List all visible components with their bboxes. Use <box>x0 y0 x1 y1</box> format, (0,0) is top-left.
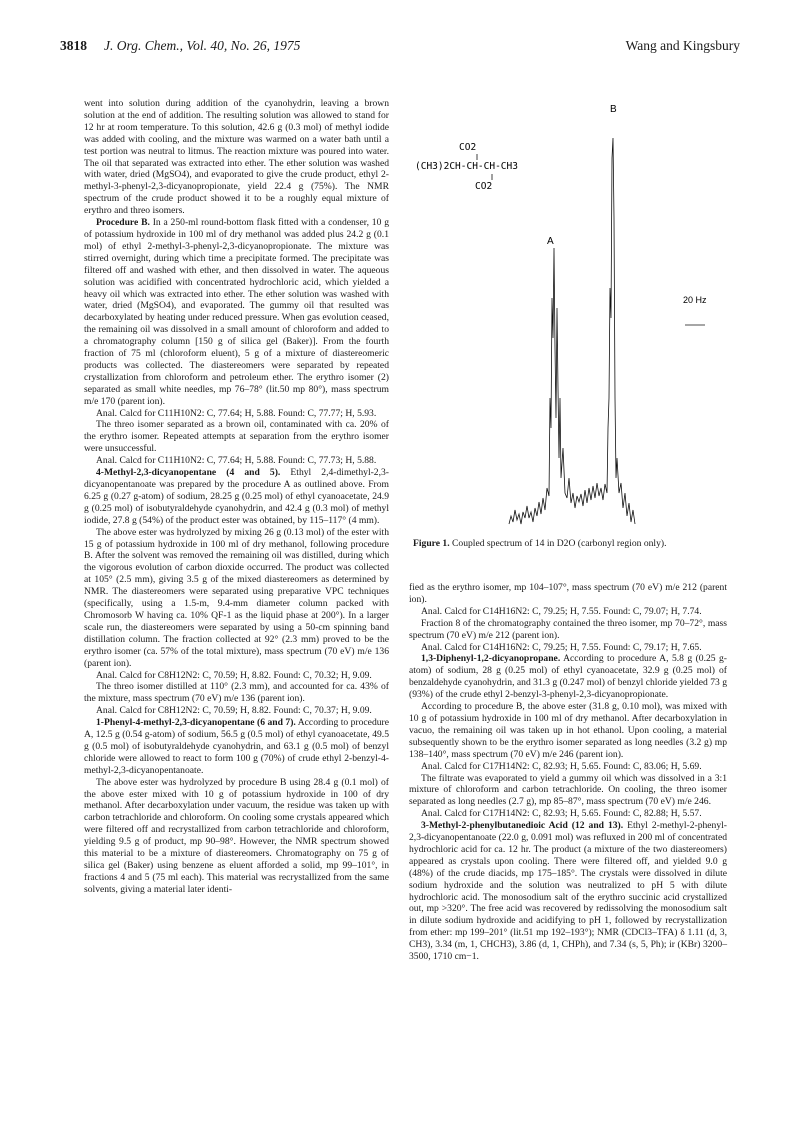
peak-label-b: B <box>610 104 617 115</box>
paragraph <box>84 98 389 217</box>
paragraph-text: According to procedure A, 12.5 g (0.54 g-atom) of sodium, 56.5 g (0.5 mol) of ethyl cyanoacetate, 49.5 g (0.5 mol) of isobutyraldehyde cyanohydrin, and 63.1 g (0.5 mol) of benzyl chloride were allowed to react to form 100 g (70%) of crude ethyl 2-benzyl-4-methyl-2,3-dicyanopentanoate. <box>84 717 389 776</box>
paragraph-text: Ethyl 2-methyl-2-phenyl-2,3-dicyanopentanoate (22.0 g, 0.091 mol) was refluxed in 200 ml of concentrated hydrochloric acid for ca. 12 hr. The product (a mixture of the two diastereomers) appeared as crystals upon cooling. There were filtered off, and yielded 9.0 g (48%) of the crude diacids, mp 175–185°. The crystals were dissolved in dilute sodium hydroxide and the solution was neutralized to pH 5 with dilute hydrochloric acid. The monosodium salt of the erythro succinic acid crystallized out, mp >320°. The free acid was recovered by redissolving the monosodium salt in dilute sodium hydroxide and acidifying to pH 1, followed by recrystallization from ether: mp 199–201° (lit.51 mp 192–193°); NMR (CDCl3–TFA) δ 1.11 (d, 3, CH3), 3.34 (m, 1, CHCH3), 3.86 (d, 1, CHPh), and 7.34 (s, 5, Ph); ir (KBr) 3200–3500, 1710 cm−1. <box>409 820 727 963</box>
paragraph <box>409 618 727 642</box>
journal-citation: J. Org. Chem., Vol. 40, No. 26, 1975 <box>104 38 301 53</box>
paragraph <box>84 527 389 670</box>
paragraph-text: According to procedure A, 5.8 g (0.25 g-atom) of sodium, 28 g (0.25 mol) of ethyl cyanoacetate, 32.9 g (0.25 mol) of benzaldehyde cyanohydrin, and 31.3 g (0.247 mol) of benzyl chloride yielded 73 g (93%) of the crude ethyl 2-benzyl-3-phenyl-2,3-dicyanopropionate. <box>409 653 727 701</box>
right-text-column <box>409 582 727 1082</box>
paragraph-text: fied as the erythro isomer, mp 104–107°, mass spectrum (70 eV) m/e 212 (parent ion). <box>409 582 727 605</box>
paragraph-text: went into solution during addition of the cyanohydrin, leaving a brown solution at the end of addition. The resulting solution was allowed to stand for 12 hr at room temperature. To this solution, 42.6 g (0.3 mol) of methyl iodide was added with cooling, and the mixture was warmed on a water bath until a test portion was neutral to litmus. The reaction mixture was poured into water. The oil that separated was extracted into ether. The ether solution was washed with water, dried (MgSO4), and evaporated to give the crude product, ethyl 2-methyl-3-phenyl-2,3-dicyanopropionate, yield 22.4 g (75%). The NMR spectrum of the crude product showed it to be a roughly equal mixture of erythro and threo isomers. <box>84 98 389 217</box>
paragraph <box>409 642 727 654</box>
paragraph-text: Ethyl 2,4-dimethyl-2,3-dicyanopentanoate was prepared by the procedure A as outlined above. From 6.25 g (0.27 g-atom) of sodium, 28.25 g (0.25 mol) of ethyl cyanoacetate, 24.9 g (0.25 mol) of isobutyraldehyde cyanohydrin, and 42.4 g (0.3 mol) of methyl iodide, 27.8 g (54%) of the product ester was obtained, by 115–117° (4 mm). <box>84 467 389 526</box>
paragraph <box>84 455 389 467</box>
paragraph <box>84 217 389 408</box>
figure-caption <box>413 538 729 550</box>
paragraph <box>409 808 727 820</box>
paragraph <box>84 681 389 705</box>
paragraph <box>84 467 389 527</box>
paragraph-text: Anal. Calcd for C11H10N2: C, 77.64; H, 5.88. Found: C, 77.73; H, 5.88. <box>96 455 377 467</box>
paragraph <box>409 820 727 963</box>
page-header <box>60 38 740 56</box>
paragraph <box>409 701 727 761</box>
paragraph-text: The threo isomer distilled at 110° (2.3 mm), and accounted for ca. 43% of the mixture, mass spectrum (70 eV) m/e 136 (parent ion). <box>84 681 389 705</box>
section-heading: 1-Phenyl-4-methyl-2,3-dicyanopentane (6 and 7). <box>96 717 296 729</box>
page-number: 3818 <box>60 38 87 53</box>
left-text-column <box>84 98 389 1078</box>
paragraph-text: In a 250-ml round-bottom flask fitted with a condenser, 10 g of potassium hydroxide in 100 ml of dry methanol was added plus 24.2 g (0.1 mol) of ethyl 2-methyl-3-phenyl-2,3-dicyanopropionate. The mixture was stirred overnight, during which time a precipitate formed. The precipitate was filtered off and washed with ether, and then dissolved in water. The aqueous solution was acidified with concentrated hydrochloric acid, which yielded a heavy oil which was extracted into ether. The ether solution was washed with water, dried (MgSO4), and evaporated. The gummy oil that resulted was decarboxylated by heating under reduced pressure. When gas evolution ceased, the remaining oil was dissolved in a small amount of chloroform and added to a chromatography column [150 g of silica gel (Baker)]. From the fourth fraction of 75 ml (chloroform eluent), 5 g of a mixture of diastereomeric products was collected. The diastereomers were separated by repeated crystallization from chloroform and petroleum ether. The erythro isomer (2) separated as small white needles, mp 76–78° (lit.50 mp 80°), mass spectrum m/e 170 (parent ion). <box>84 217 389 407</box>
running-head-authors: Wang and Kingsbury <box>625 38 740 53</box>
paragraph-text: Fraction 8 of the chromatography contained the threo isomer, mp 70–72°, mass spectrum (70 eV) m/e 212 (parent ion). <box>409 617 727 641</box>
paragraph <box>409 773 727 809</box>
figure-caption-text: Coupled spectrum of 14 in D2O (carbonyl region only). <box>449 538 667 549</box>
scale-label: 20 Hz <box>683 295 707 305</box>
paragraph-text: Anal. Calcd for C11H10N2: C, 77.64; H, 5.88. Found: C, 77.77; H, 5.93. <box>96 407 377 419</box>
figure-1 <box>409 98 727 548</box>
structure-main-chain: (CH3)2CH-CH-CH-CH3 <box>415 161 518 172</box>
structure-carboxylate-top: CO2 <box>459 142 477 153</box>
spectrum-trace <box>509 138 635 524</box>
paragraph <box>84 419 389 455</box>
peak-label-a: A <box>547 236 554 247</box>
paragraph <box>409 582 727 606</box>
paragraph-text: The threo isomer separated as a brown oil, contaminated with ca. 20% of the erythro isomer. Repeated attempts at separation from the erythro isomer were unsuccessful. <box>84 419 389 455</box>
paragraph-text: According to procedure B, the above ester (31.8 g, 0.10 mol), was mixed with 10 g of potassium hydroxide in 100 ml of dry methanol. After decarboxylation in vacuo, the remaining oil was taken up in hot ethanol. Upon cooling, a material subsequently shown to be the erythro isomer separated as long needles (3.2 g) mp 138–140°, mass spectrum (70 eV) m/e 246 (parent ion). <box>409 701 727 760</box>
paragraph-text: The above ester was hydrolyzed by mixing 26 g (0.13 mol) of the ester with 15 g of potassium hydroxide in 100 ml of dry methanol, following procedure B. After the solvent was removed the remaining oil was distilled, during which the vigorous evolution of carbon dioxide occurred. The product was collected at 105° (2.5 mm), giving 3.5 g of the mixed diastereomers as determined by NMR. The diastereomers were separated using preparative VPC techniques (specifically, using a 1.5-m, 9.4-mm diameter column packed with Chromosorb W having ca. 10% QF-1 as the liquid phase at 200°). In a larger scale run, the diastereomers were separated by using a 50-cm spinning band distillation column. The fraction collected at 92° (2.3 mm) proved to be the erythro isomer (ca. 57% of the total mixture), mass spectrum (70 eV) m/e 136 (parent ion). <box>84 526 389 669</box>
figure-caption-label: Figure 1. <box>413 538 450 549</box>
paragraph-text: Anal. Calcd for C14H16N2: C, 79.25; H, 7.55. Found: C, 79.07; H, 7.74. <box>421 605 702 617</box>
paragraph <box>409 761 727 773</box>
paragraph-text: Anal. Calcd for C8H12N2: C, 70.59; H, 8.82. Found: C, 70.32; H, 9.09. <box>96 669 372 681</box>
paragraph <box>84 717 389 777</box>
paragraph-text: The filtrate was evaporated to yield a gummy oil which was dissolved in a 3:1 mixture of chloroform and carbon tetrachloride. On cooling, the threo isomer separated as long needles (2.7 g), mp 85–87°, mass spectrum (70 eV) m/e 246. <box>409 772 727 808</box>
nmr-spectrum-plot <box>409 98 727 536</box>
paragraph <box>84 670 389 682</box>
paragraph <box>84 408 389 420</box>
paragraph-text: Anal. Calcd for C17H14N2: C, 82.93; H, 5.65. Found: C, 82.88; H, 5.57. <box>421 808 702 820</box>
section-heading: 1,3-Diphenyl-1,2-dicyanopropane. <box>421 653 561 665</box>
paragraph-text: Anal. Calcd for C8H12N2: C, 70.59; H, 8.82. Found: C, 70.37; H, 9.09. <box>96 705 372 717</box>
section-heading: 4-Methyl-2,3-dicyanopentane (4 and 5). <box>96 467 281 479</box>
structure-carboxylate-bottom: CO2 <box>475 181 493 192</box>
paragraph <box>409 653 727 701</box>
paragraph-text: Anal. Calcd for C17H14N2: C, 82.93; H, 5.65. Found: C, 83.06; H, 5.69. <box>421 760 702 772</box>
paragraph-text: Anal. Calcd for C14H16N2: C, 79.25; H, 7.55. Found: C, 79.17; H, 7.65. <box>421 641 702 653</box>
paragraph-text: The above ester was hydrolyzed by procedure B using 28.4 g (0.1 mol) of the above ester mixed with 10 g of potassium hydroxide in 100 of dry methanol. After decarboxylation under vacuum, the residue was taken up with carbon tetrachloride and chloroform. On cooling some crystals appeared which were filtered off and recrystallized from carbon tetrachloride and chloroform, yielding 9.5 g of product, mp 90–98°. However, the NMR spectrum showed this material to be a mixture of diastereomers. Chromatography on 75 g of silica gel (Baker) using benzene as eluent afforded a solid, mp 99–101°, in fractions 4 and 5 (75 ml each). This material was recrystallized from the same solvents, giving a material later identi- <box>84 776 389 895</box>
section-heading: Procedure B. <box>96 217 150 229</box>
paragraph <box>84 705 389 717</box>
paragraph <box>409 606 727 618</box>
section-heading: 3-Methyl-2-phenylbutanedioic Acid (12 and 13). <box>421 820 624 832</box>
paragraph <box>84 777 389 896</box>
